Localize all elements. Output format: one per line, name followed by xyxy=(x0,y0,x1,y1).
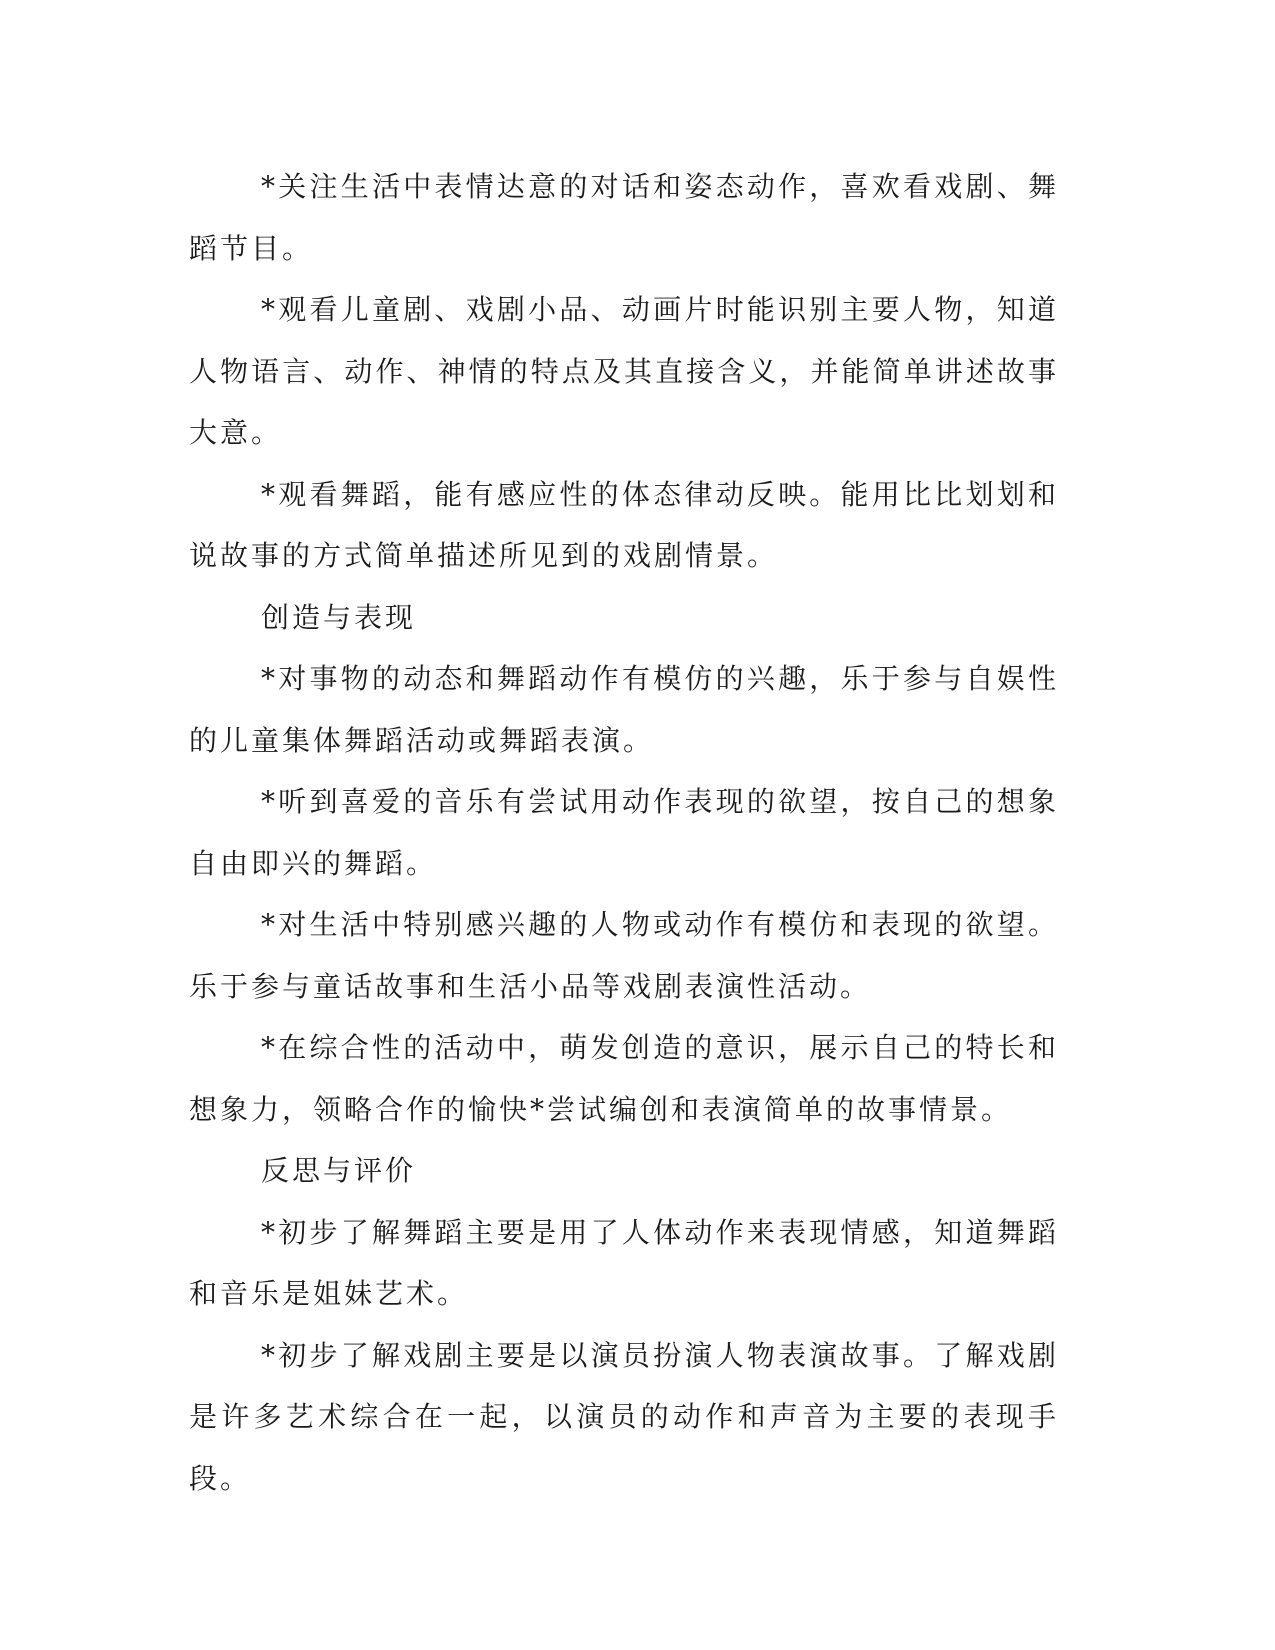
document-body xyxy=(189,156,1059,1509)
paragraph-imitate-characters: *对生活中特别感兴趣的人物或动作有模仿和表现的欲望。乐于参与童话故事和生活小品等戏剧表演性活动。 xyxy=(189,908,1059,1003)
section-heading-creation: 创造与表现 xyxy=(261,600,417,634)
paragraph-watch-childrens-drama: *观看儿童剧、戏剧小品、动画片时能识别主要人物，知道人物语言、动作、神情的特点及其直接含义，并能简单讲述故事大意。 xyxy=(189,293,1059,449)
paragraph-integrated-activities: *在综合性的活动中，萌发创造的意识，展示自己的特长和想象力，领略合作的愉快*尝试编创和表演简单的故事情景。 xyxy=(189,1031,1059,1126)
paragraph-music-movement: *听到喜爱的音乐有尝试用动作表现的欲望，按自己的想象自由即兴的舞蹈。 xyxy=(189,785,1059,880)
paragraph-watch-dance: *观看舞蹈，能有感应性的体态律动反映。能用比比划划和说故事的方式简单描述所见到的戏剧情景。 xyxy=(189,477,1059,572)
paragraph-imitate-dance: *对事物的动态和舞蹈动作有模仿的兴趣，乐于参与自娱性的儿童集体舞蹈活动或舞蹈表演。 xyxy=(189,662,1059,757)
paragraph-drama-understanding: *初步了解戏剧主要是以演员扮演人物表演故事。了解戏剧是许多艺术综合在一起，以演员的动作和声音为主要的表现手段。 xyxy=(189,1338,1059,1495)
paragraph-dance-understanding: *初步了解舞蹈主要是用了人体动作来表现情感，知道舞蹈和音乐是姐妹艺术。 xyxy=(189,1215,1059,1310)
paragraph-drama-dance-interest: *关注生活中表情达意的对话和姿态动作，喜欢看戏剧、舞蹈节目。 xyxy=(189,170,1059,265)
section-heading-reflection: 反思与评价 xyxy=(261,1154,417,1187)
